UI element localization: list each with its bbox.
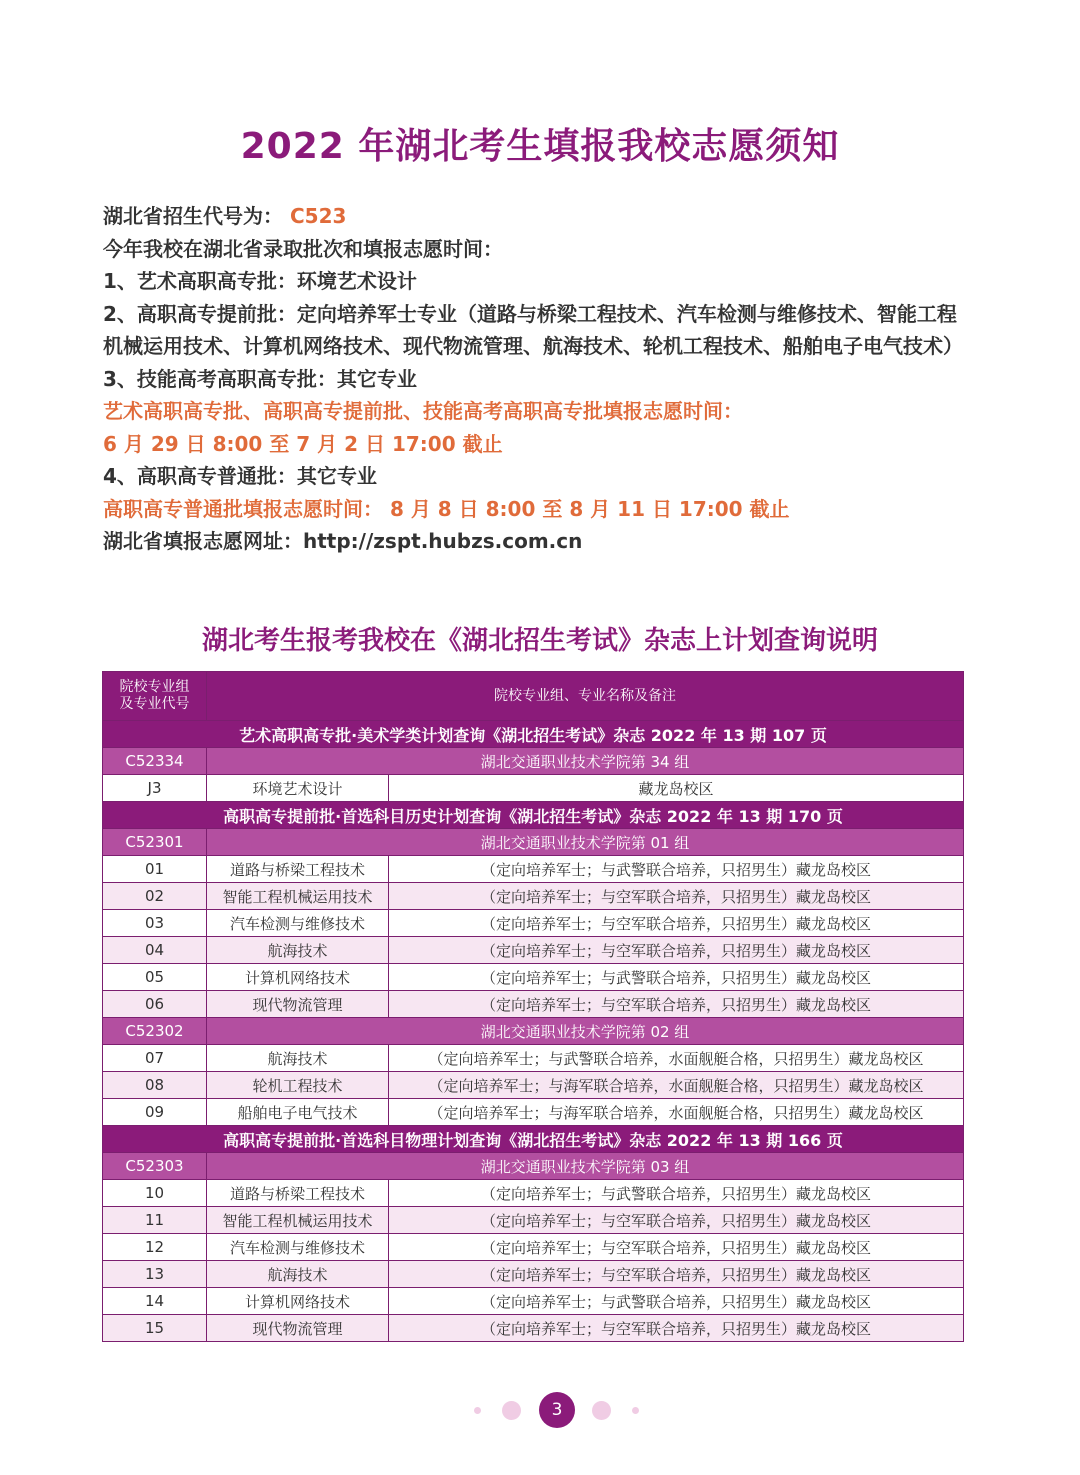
table-row: [103, 1099, 964, 1126]
major-note: （定向培养军士；与空军联合培养，只招男生）藏龙岛校区: [389, 883, 964, 910]
major-code: 02: [103, 883, 207, 910]
page-number: 3: [539, 1392, 575, 1428]
pagination-dot: [592, 1401, 611, 1420]
major-name: 现代物流管理: [207, 991, 389, 1018]
batch-row: [103, 721, 964, 748]
table-row: [103, 1072, 964, 1099]
major-note: （定向培养军士；与武警联合培养，只招男生）藏龙岛校区: [389, 856, 964, 883]
major-name: 船舶电子电气技术: [207, 1099, 389, 1126]
major-name: 现代物流管理: [207, 1315, 389, 1342]
group-row: [103, 1018, 964, 1045]
table-row: [103, 1234, 964, 1261]
major-note: （定向培养军士；与海军联合培养，水面舰艇合格，只招男生）藏龙岛校区: [389, 1072, 964, 1099]
major-code: 01: [103, 856, 207, 883]
major-code: 06: [103, 991, 207, 1018]
major-note: （定向培养军士；与武警联合培养，只招男生）藏龙岛校区: [389, 1180, 964, 1207]
major-name: 计算机网络技术: [207, 1288, 389, 1315]
table-header: [103, 672, 964, 721]
batch-title: 高职高专提前批·首选科目历史计划查询《湖北招生考试》杂志 2022 年 13 期 170 页: [103, 802, 964, 829]
table-row: [103, 1261, 964, 1288]
plan-table: [102, 671, 964, 1342]
major-code: 12: [103, 1234, 207, 1261]
major-name: 航海技术: [207, 937, 389, 964]
group-name: 湖北交通职业技术学院第 34 组: [207, 748, 964, 775]
major-name: 航海技术: [207, 1045, 389, 1072]
major-name: 道路与桥梁工程技术: [207, 1180, 389, 1207]
major-note: （定向培养军士；与海军联合培养，水面舰艇合格，只招男生）藏龙岛校区: [389, 1099, 964, 1126]
batch-item-3: 3、技能高考高职高专批：其它专业: [103, 366, 417, 391]
major-note: （定向培养军士；与空军联合培养，只招男生）藏龙岛校区: [389, 1207, 964, 1234]
admission-info: [103, 200, 973, 558]
batch-item-1: 1、艺术高职高专批：环境艺术设计: [103, 269, 417, 293]
major-name: 汽车检测与维修技术: [207, 910, 389, 937]
major-code: 14: [103, 1288, 207, 1315]
major-name: 计算机网络技术: [207, 964, 389, 991]
group-name: 湖北交通职业技术学院第 03 组: [207, 1153, 964, 1180]
code-value: C523: [289, 204, 347, 228]
group-name: 湖北交通职业技术学院第 02 组: [207, 1018, 964, 1045]
major-name: 航海技术: [207, 1261, 389, 1288]
major-note: （定向培养军士；与空军联合培养，只招男生）藏龙岛校区: [389, 1261, 964, 1288]
major-note: 藏龙岛校区: [389, 775, 964, 802]
group-code: C52302: [103, 1018, 207, 1045]
time1-value: 6 月 29 日 8:00 至 7 月 2 日 17:00 截止: [103, 431, 503, 456]
group-code: C52301: [103, 829, 207, 856]
table-row: [103, 937, 964, 964]
table-title: 湖北考生报考我校在《湖北招生考试》杂志上计划查询说明: [201, 626, 878, 656]
major-note: （定向培养军士；与武警联合培养，只招男生）藏龙岛校区: [389, 964, 964, 991]
page-title: 2022 年湖北考生填报我校志愿须知: [240, 126, 840, 167]
major-name: 智能工程机械运用技术: [207, 1207, 389, 1234]
batch-intro: 今年我校在湖北省录取批次和填报志愿时间：: [103, 236, 503, 261]
batch-item-2: 2、高职高专提前批：定向培养军士专业（道路与桥梁工程技术、汽车检测与维修技术、智能工程机械运用技术、计算机网络技术、现代物流管理、航海技术、轮机工程技术、船舶电子电气技术）: [103, 301, 963, 358]
major-name: 智能工程机械运用技术: [207, 883, 389, 910]
table-row: [103, 964, 964, 991]
major-note: （定向培养军士；与空军联合培养，只招男生）藏龙岛校区: [389, 1234, 964, 1261]
pagination-dot: [474, 1407, 481, 1414]
major-code: 08: [103, 1072, 207, 1099]
major-code: 15: [103, 1315, 207, 1342]
group-name: 湖北交通职业技术学院第 01 组: [207, 829, 964, 856]
major-name: 汽车检测与维修技术: [207, 1234, 389, 1261]
table-row: [103, 1207, 964, 1234]
table-row: [103, 1180, 964, 1207]
header-name: 院校专业组、专业名称及备注: [207, 672, 964, 721]
major-note: （定向培养军士；与空军联合培养，只招男生）藏龙岛校区: [389, 991, 964, 1018]
major-name: 轮机工程技术: [207, 1072, 389, 1099]
major-note: （定向培养军士；与空军联合培养，只招男生）藏龙岛校区: [389, 910, 964, 937]
code-label: 湖北省招生代号为：: [103, 204, 283, 228]
major-note: （定向培养军士；与武警联合培养，水面舰艇合格，只招男生）藏龙岛校区: [389, 1045, 964, 1072]
pagination: [0, 1390, 1080, 1430]
table-row: [103, 1045, 964, 1072]
major-name: 环境艺术设计: [207, 775, 389, 802]
major-note: （定向培养军士；与空军联合培养，只招男生）藏龙岛校区: [389, 937, 964, 964]
batch-title: 艺术高职高专批·美术学类计划查询《湖北招生考试》杂志 2022 年 13 期 107 页: [103, 721, 964, 748]
major-code: 13: [103, 1261, 207, 1288]
batch-row: [103, 802, 964, 829]
group-row: [103, 829, 964, 856]
major-code: 04: [103, 937, 207, 964]
table-row: [103, 991, 964, 1018]
major-code: 07: [103, 1045, 207, 1072]
batch-title: 高职高专提前批·首选科目物理计划查询《湖北招生考试》杂志 2022 年 13 期 166 页: [103, 1126, 964, 1153]
table-row: [103, 775, 964, 802]
major-code: 03: [103, 910, 207, 937]
group-row: [103, 748, 964, 775]
table-row: [103, 910, 964, 937]
major-code: 05: [103, 964, 207, 991]
group-code: C52334: [103, 748, 207, 775]
major-note: （定向培养军士；与空军联合培养，只招男生）藏龙岛校区: [389, 1315, 964, 1342]
time2: 高职高专普通批填报志愿时间： 8 月 8 日 8:00 至 8 月 11 日 17:00 截止: [103, 496, 790, 521]
table-row: [103, 856, 964, 883]
major-code: J3: [103, 775, 207, 802]
pagination-dot: [502, 1401, 521, 1420]
major-note: （定向培养军士；与武警联合培养，只招男生）藏龙岛校区: [389, 1288, 964, 1315]
major-name: 道路与桥梁工程技术: [207, 856, 389, 883]
major-code: 10: [103, 1180, 207, 1207]
table-row: [103, 883, 964, 910]
code-line: [103, 200, 973, 233]
batch-row: [103, 1126, 964, 1153]
time1-label: 艺术高职高专批、高职高专提前批、技能高考高职高专批填报志愿时间：: [103, 399, 743, 423]
pagination-dot: [632, 1407, 639, 1414]
table-row: [103, 1315, 964, 1342]
header-code: 院校专业组及专业代号: [103, 672, 207, 721]
website: 湖北省填报志愿网址：http://zspt.hubzs.com.cn: [103, 529, 583, 553]
batch-item-4: 4、高职高专普通批：其它专业: [103, 464, 377, 488]
table-row: [103, 1288, 964, 1315]
group-code: C52303: [103, 1153, 207, 1180]
major-code: 11: [103, 1207, 207, 1234]
group-row: [103, 1153, 964, 1180]
major-code: 09: [103, 1099, 207, 1126]
